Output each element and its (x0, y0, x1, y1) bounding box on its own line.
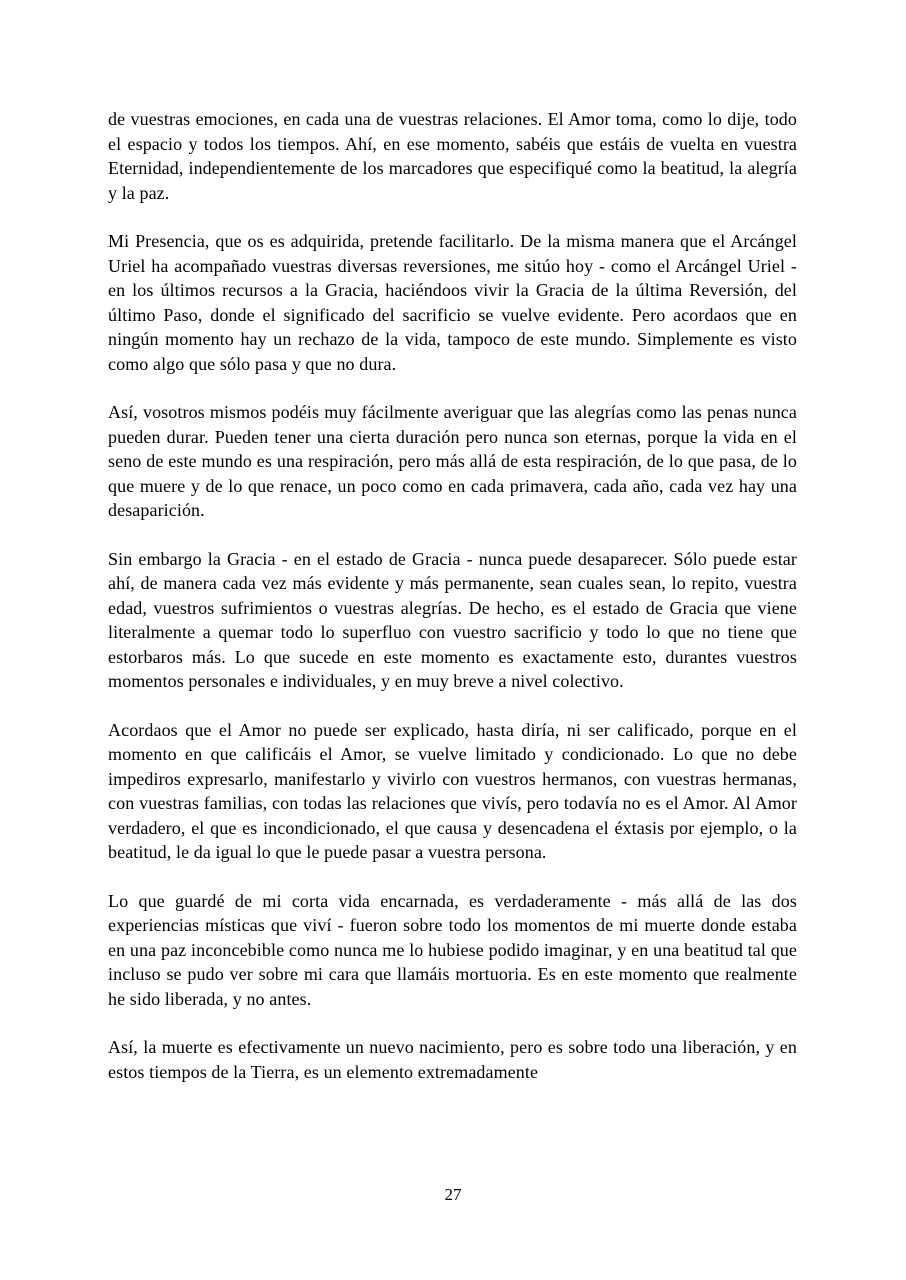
page-number: 27 (444, 1185, 462, 1204)
page-content (108, 107, 797, 1108)
paragraph: Lo que guardé de mi corta vida encarnada, es verdaderamente - más allá de las dos experiencias místicas que viví - fueron sobre todo los momentos de mi muerte donde estaba en una paz inconcebible como nunca me lo hubiese podido imaginar, y en una beatitud tal que incluso se pudo ver sobre mi cara que llamáis mortuoria. Es en este momento que realmente he sido liberada, y no antes. (108, 890, 797, 1009)
paragraph: Acordaos que el Amor no puede ser explicado, hasta diría, ni ser calificado, porque en el momento en que calificáis el Amor, se vuelve limitado y condicionado. Lo que no debe impediros expresarlo, manifestarlo y vivirlo con vuestros hermanos, con vuestras hermanas, con vuestras familias, con todas las relaciones que vivís, pero todavía no es el Amor. Al Amor verdadero, el que es incondicionado, el que causa y desencadena el éxtasis por ejemplo, o la beatitud, le da igual lo que le puede pasar a vuestra persona. (108, 719, 797, 862)
paragraph: de vuestras emociones, en cada una de vuestras relaciones. El Amor toma, como lo dije, todo el espacio y todos los tiempos. Ahí, en ese momento, sabéis que estáis de vuelta en vuestra Eternidad, independientemente de los marcadores que especifiqué como la beatitud, la alegría y la paz. (108, 109, 797, 203)
paragraph: Mi Presencia, que os es adquirida, pretende facilitarlo. De la misma manera que el Arcángel Uriel ha acompañado vuestras diversas reversiones, me sitúo hoy - como el Arcángel Uriel - en los últimos recursos a la Gracia, haciéndoos vivir la Gracia de la última Reversión, del último Paso, donde el significado del sacrificio se vuelve evidente. Pero acordaos que en ningún momento hay un rechazo de la vida, tampoco de este mundo. Simplemente es visto como algo que sólo pasa y que no dura. (108, 231, 797, 374)
paragraph: Así, la muerte es efectivamente un nuevo nacimiento, pero es sobre todo una liberación, y en estos tiempos de la Tierra, es un elemento extremadamente (108, 1037, 797, 1082)
paragraph: Así, vosotros mismos podéis muy fácilmente averiguar que las alegrías como las penas nunca pueden durar. Pueden tener una cierta duración pero nunca son eternas, porque la vida en el seno de este mundo es una respiración, pero más allá de esta respiración, de lo que pasa, de lo que muere y de lo que renace, un poco como en cada primavera, cada año, cada vez hay una desaparición. (108, 402, 797, 520)
paragraph: Sin embargo la Gracia - en el estado de Gracia - nunca puede desaparecer. Sólo puede estar ahí, de manera cada vez más evidente y más permanente, sean cuales sean, lo repito, vuestra edad, vuestros sufrimientos o vuestras alegrías. De hecho, es el estado de Gracia que viene literalmente a quemar todo lo superfluo con vuestro sacrificio y todo lo que no tiene que estorbaros más. Lo que sucede en este momento es exactamente esto, durantes vuestros momentos personales e individuales, y en muy breve a nivel colectivo. (108, 548, 797, 691)
